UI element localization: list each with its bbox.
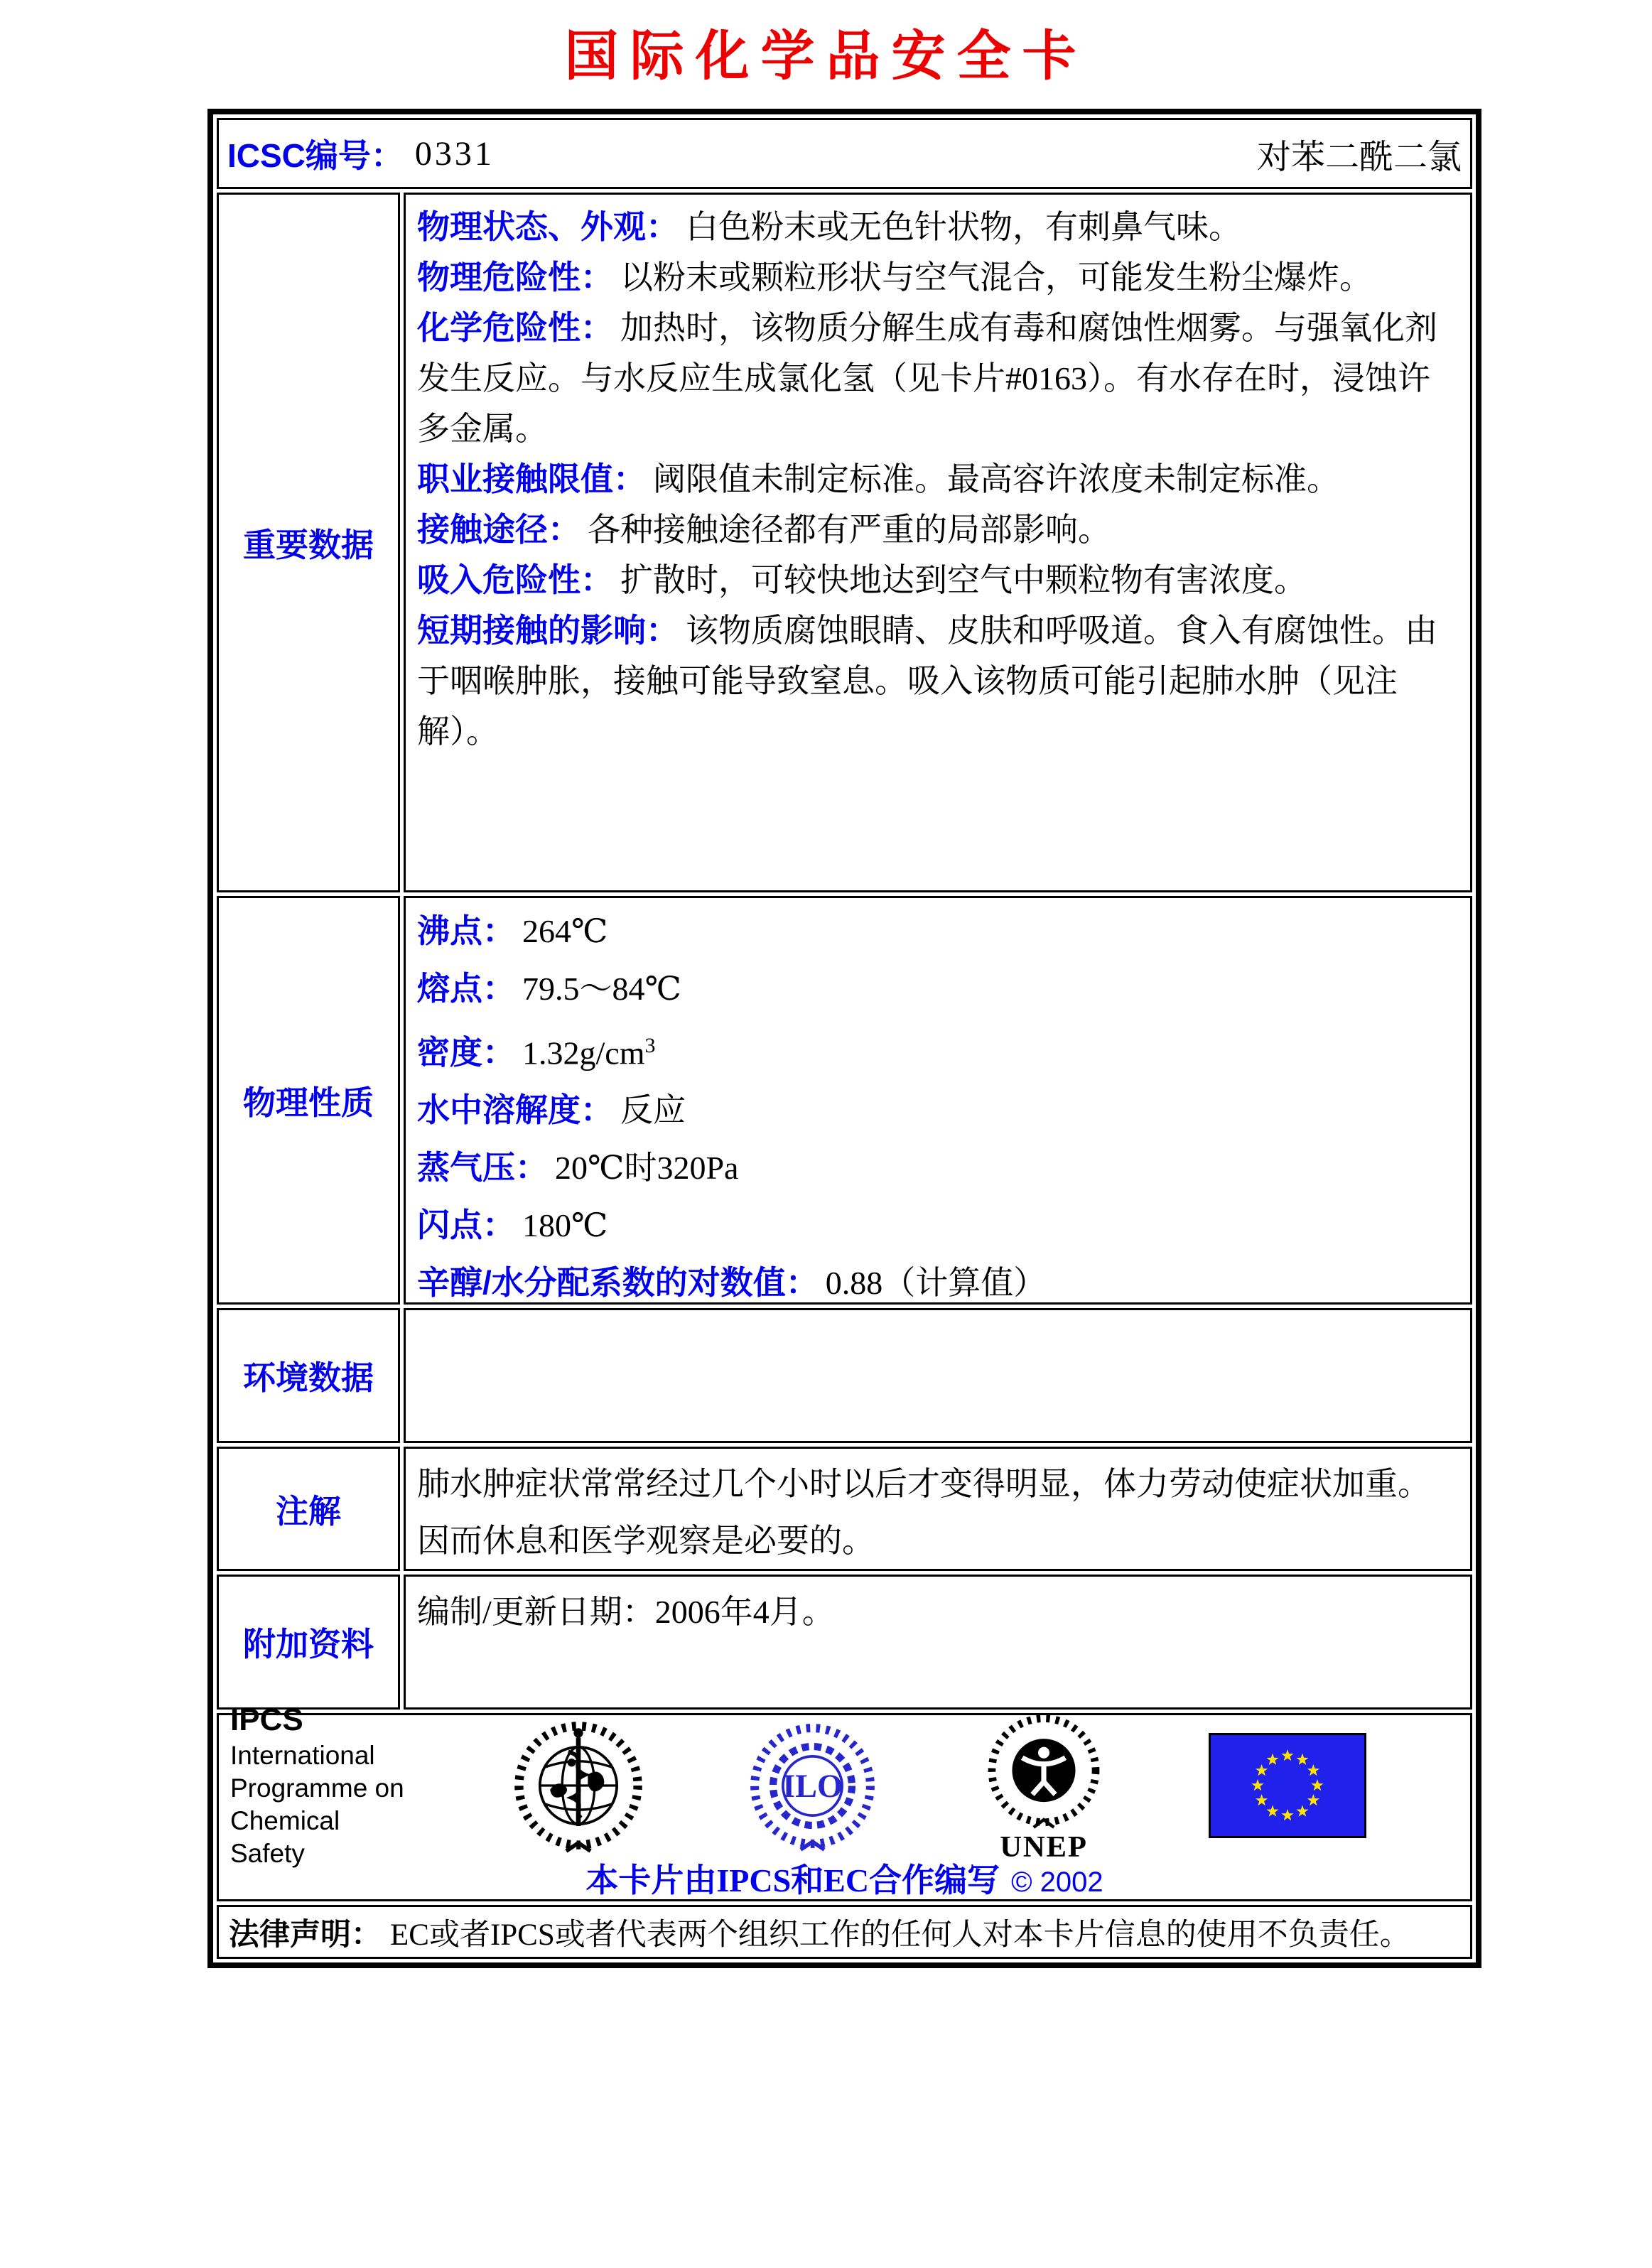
data-item-short-term-effects: 短期接触的影响： 该物质腐蚀眼睛、皮肤和呼吸道。食入有腐蚀性。由于咽喉肿胀，接触可能导致窒息。吸入该物质可能引起肺水肿（见注解）。: [417, 612, 1437, 750]
section-label-physical-properties: 物理性质: [217, 896, 400, 1305]
property-melting-point: 熔点： 79.5～84℃: [417, 970, 681, 1007]
property-flash-point: 闪点： 180℃: [417, 1206, 608, 1244]
copyright-text: © 2002: [1011, 1867, 1103, 1898]
credit-line: [227, 1854, 1462, 1901]
section-label-additional-info: 附加资料: [217, 1575, 400, 1710]
row-physical-properties: [217, 896, 1472, 1305]
legal-notice-text: EC或者IPCS或者代表两个组织工作的任何人对本卡片信息的使用不负责任。: [390, 1918, 1410, 1952]
icsc-number-label: ICSC编号：: [227, 137, 404, 174]
section-label-environmental-data: 环境数据: [217, 1308, 400, 1443]
header-cell: [217, 118, 1472, 189]
credit-text: 本卡片由IPCS和EC合作编写: [585, 1862, 1000, 1899]
page-title: 国际化学品安全卡: [564, 27, 1088, 87]
icsc-card-page: [0, 13, 1652, 1968]
ipcs-text-block: IPCS International Programme on Chemical Safety: [230, 1701, 409, 1870]
property-density: 密度： $1.32g/cm^3$: [417, 1034, 656, 1071]
additional-info-content: 编制/更新日期：2006年4月。: [404, 1575, 1472, 1710]
unep-logo-text: UNEP: [999, 1830, 1088, 1864]
row-environmental-data: [217, 1308, 1472, 1443]
legal-notice: [217, 1905, 1472, 1959]
property-water-solubility: 水中溶解度： 反应: [417, 1091, 686, 1129]
environmental-data-content: [404, 1308, 1472, 1443]
legal-notice-label: 法律声明：: [229, 1917, 382, 1952]
row-footer: [217, 1702, 1472, 1901]
important-data-content: [404, 193, 1472, 892]
density-superscript: 3: [644, 1034, 656, 1057]
icsc-number-group: [227, 130, 495, 177]
logos-strip: [227, 1702, 1462, 1868]
data-item-inhalation-risk: 吸入危险性： 扩散时，可较快地达到空气中颗粒物有害浓度。: [417, 561, 1307, 598]
data-item-physical-danger: 物理危险性： 以粉末或颗粒形状与空气混合，可能发生粉尘爆炸。: [417, 259, 1372, 296]
data-item-physical-state: 物理状态、外观： 白色粉末或无色针状物，有刺鼻气味。: [417, 208, 1241, 245]
who-logo-icon: [511, 1718, 646, 1853]
header-row: [217, 118, 1472, 189]
ipcs-acronym: IPCS: [230, 1702, 303, 1737]
section-label-important-data: 重要数据: [217, 193, 400, 892]
row-notes: [217, 1447, 1472, 1571]
property-boiling-point: 沸点： 264℃: [417, 912, 608, 949]
physical-properties-content: [404, 896, 1472, 1305]
chemical-name: 对苯二酰二氯: [1256, 138, 1462, 176]
data-item-chemical-danger: 化学危险性： 加热时，该物质分解生成有毒和腐蚀性烟雾。与强氧化剂发生反应。与水反应生成氯化氢（见卡片#0163）。有水存在时，浸蚀许多金属。: [417, 309, 1437, 447]
data-item-exposure-routes: 接触途径： 各种接触途径都有严重的局部影响。: [417, 511, 1111, 548]
unep-logo-icon: [980, 1705, 1108, 1867]
row-important-data: [217, 193, 1472, 892]
section-label-notes: 注解: [217, 1447, 400, 1571]
ilo-logo-text: ILO: [782, 1768, 843, 1805]
card-table: [207, 109, 1481, 1968]
notes-content: 肺水肿症状常常经过几个小时以后才变得明显，体力劳动使症状加重。因而休息和医学观察是必要的。: [404, 1447, 1472, 1571]
eu-flag-icon: [1209, 1733, 1366, 1838]
property-octanol-water: 辛醇/水分配系数的对数值： 0.88（计算值）: [417, 1264, 1047, 1302]
ilo-logo-icon: [747, 1720, 878, 1852]
property-vapor-pressure: 蒸气压： 20℃时320Pa: [417, 1149, 739, 1187]
icsc-number-value: 0331: [414, 134, 495, 173]
footer-cell: [217, 1702, 1472, 1901]
row-legal-notice: [217, 1905, 1472, 1959]
data-item-exposure-limits: 职业接触限值： 阈限值未制定标准。最高容许浓度未制定标准。: [417, 460, 1339, 497]
row-additional-info: [217, 1575, 1472, 1710]
